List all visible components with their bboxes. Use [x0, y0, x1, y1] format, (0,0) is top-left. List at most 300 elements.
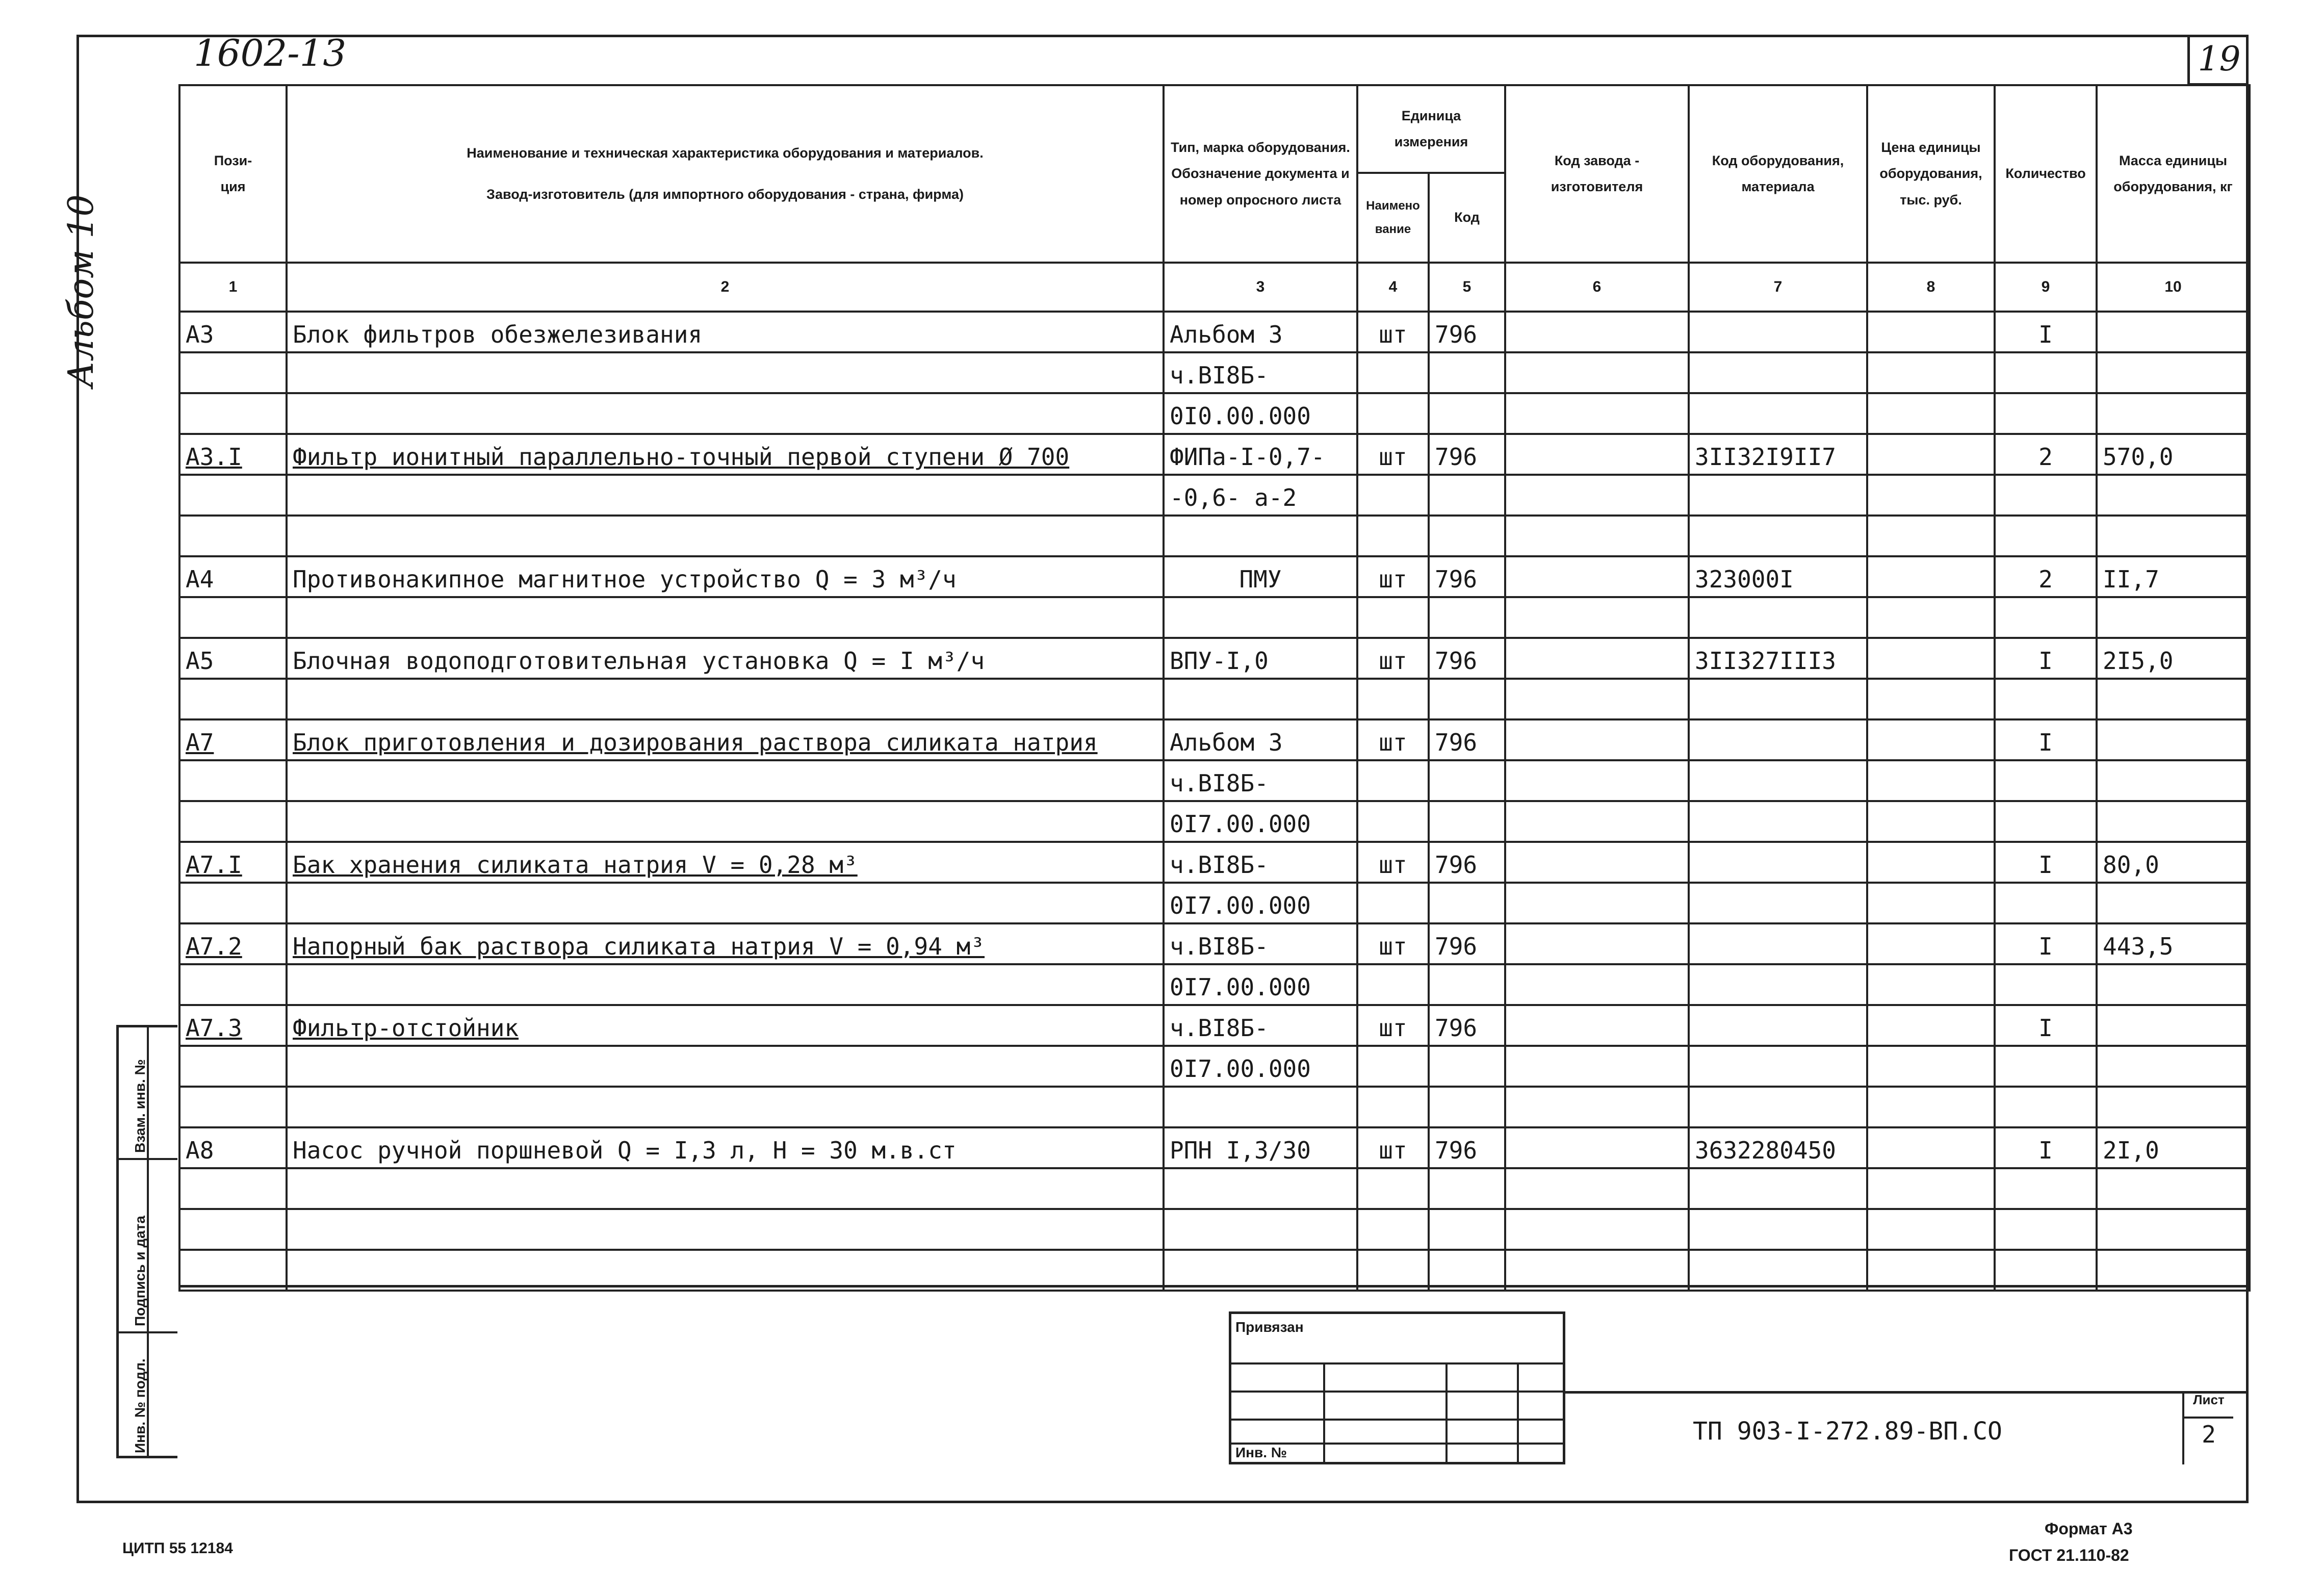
table-row [179, 760, 2250, 801]
cell-price [1867, 1127, 1995, 1168]
cell-mass: 80,0 [2097, 842, 2250, 883]
cell-quantity [1995, 516, 2097, 556]
cell-unit [1357, 679, 1429, 719]
table-row [179, 1209, 2250, 1250]
cell-mfr-code [1505, 312, 1689, 352]
cell-unit [1357, 964, 1429, 1005]
cell-price [1867, 1005, 1995, 1046]
cell-unit [1357, 1046, 1429, 1087]
cell-unit-code [1429, 964, 1505, 1005]
cell-unit [1357, 1250, 1429, 1291]
cell-quantity [1995, 1046, 2097, 1087]
cell-mass [2097, 312, 2250, 352]
cell-unit-code [1429, 1250, 1505, 1291]
cell-mfr-code [1505, 679, 1689, 719]
cell-unit-code: 796 [1429, 556, 1505, 597]
cell-position: А3.I [179, 434, 287, 475]
cell-name: Фильтр ионитный параллельно-точный первой ступени Ø 700 [287, 434, 1164, 475]
table-row [179, 964, 2250, 1005]
cell-name [287, 475, 1164, 516]
cell-quantity [1995, 475, 2097, 516]
cell-equipment-code [1689, 475, 1867, 516]
table-row [179, 801, 2250, 842]
cell-price [1867, 760, 1995, 801]
cell-price [1867, 679, 1995, 719]
cell-unit [1357, 597, 1429, 638]
cell-type: 0I7.00.000 [1164, 883, 1357, 923]
cell-mass [2097, 1250, 2250, 1291]
cell-unit: шт [1357, 1005, 1429, 1046]
cell-mass: 2I,0 [2097, 1127, 2250, 1168]
cell-name [287, 516, 1164, 556]
side-label-inv: Инв. № подл. [132, 1358, 148, 1453]
cell-type: ч.BI8Б- [1164, 1005, 1357, 1046]
cell-equipment-code: 323000I [1689, 556, 1867, 597]
cell-unit [1357, 516, 1429, 556]
privyazan-label: Привязан [1235, 1319, 1304, 1335]
cell-name [287, 760, 1164, 801]
cell-name: Блок фильтров обезжелезивания [287, 312, 1164, 352]
cell-unit [1357, 883, 1429, 923]
cell-mfr-code [1505, 1168, 1689, 1209]
cell-mass [2097, 1005, 2250, 1046]
cell-unit-code [1429, 393, 1505, 434]
cell-unit: шт [1357, 638, 1429, 679]
cell-price [1867, 1209, 1995, 1250]
header-name-line1: Наименование и техническая характеристика оборудования и материалов. [467, 145, 984, 161]
cell-mfr-code [1505, 760, 1689, 801]
cell-position [179, 964, 287, 1005]
cell-quantity [1995, 352, 2097, 393]
side-label-podpis: Подпись и дата [132, 1216, 148, 1326]
cell-name [287, 801, 1164, 842]
header-price: Цена единицы оборудования, тыс. руб. [1867, 85, 1995, 263]
cell-mfr-code [1505, 1005, 1689, 1046]
column-number: 2 [287, 263, 1164, 312]
cell-equipment-code [1689, 1209, 1867, 1250]
cell-type [1164, 597, 1357, 638]
cell-quantity: 2 [1995, 434, 2097, 475]
cell-price [1867, 1087, 1995, 1127]
sheet-number-box [2182, 1391, 2233, 1464]
cell-unit-code [1429, 1046, 1505, 1087]
cell-quantity [1995, 597, 2097, 638]
cell-equipment-code [1689, 760, 1867, 801]
cell-price [1867, 312, 1995, 352]
cell-position: А7 [179, 719, 287, 760]
column-number: 1 [179, 263, 287, 312]
side-cell-podpis [119, 1160, 177, 1333]
cell-type: ПМУ [1164, 556, 1357, 597]
cell-mass: 570,0 [2097, 434, 2250, 475]
column-number: 4 [1357, 263, 1429, 312]
cell-unit-code: 796 [1429, 434, 1505, 475]
cell-unit-code [1429, 352, 1505, 393]
cell-type: 0I7.00.000 [1164, 964, 1357, 1005]
cell-name [287, 1087, 1164, 1127]
cell-mfr-code [1505, 556, 1689, 597]
cell-quantity [1995, 1250, 2097, 1291]
cell-mfr-code [1505, 801, 1689, 842]
cell-position [179, 883, 287, 923]
cell-mfr-code [1505, 516, 1689, 556]
cell-mass [2097, 393, 2250, 434]
cell-type: ч.BI8Б- [1164, 352, 1357, 393]
cell-unit-code [1429, 883, 1505, 923]
cell-unit-code [1429, 597, 1505, 638]
cell-name: Блочная водоподготовительная установка Q = I м³/ч [287, 638, 1164, 679]
cell-price [1867, 883, 1995, 923]
cell-unit [1357, 801, 1429, 842]
cell-quantity [1995, 393, 2097, 434]
header-position: Пози- ция [179, 85, 287, 263]
header-name-line2: Завод-изготовитель (для импортного оборудования - страна, фирма) [486, 187, 964, 202]
cell-type: Альбом 3 [1164, 719, 1357, 760]
cell-quantity [1995, 1209, 2097, 1250]
cell-price [1867, 475, 1995, 516]
table-row [179, 679, 2250, 719]
cell-position [179, 1250, 287, 1291]
cell-unit [1357, 1168, 1429, 1209]
cell-mfr-code [1505, 475, 1689, 516]
table-row [179, 516, 2250, 556]
side-label-vzam: Взам. инв. № [132, 1059, 148, 1153]
cell-equipment-code [1689, 964, 1867, 1005]
cell-unit-code: 796 [1429, 923, 1505, 964]
cell-mass: 2I5,0 [2097, 638, 2250, 679]
cell-quantity [1995, 1087, 2097, 1127]
cell-equipment-code [1689, 679, 1867, 719]
document-code: ТП 903-I-272.89-ВП.СО [1693, 1417, 2002, 1446]
cell-type [1164, 1209, 1357, 1250]
cell-type [1164, 516, 1357, 556]
header-equipment-code: Код оборудования, материала [1689, 85, 1867, 263]
document-code-box [1565, 1391, 2249, 1464]
cell-equipment-code: 3II327III3 [1689, 638, 1867, 679]
cell-unit-code [1429, 475, 1505, 516]
footer-gost: ГОСТ 21.110-82 [2009, 1546, 2129, 1564]
cell-type: 0I0.00.000 [1164, 393, 1357, 434]
column-number: 10 [2097, 263, 2250, 312]
cell-unit-code [1429, 516, 1505, 556]
column-number: 5 [1429, 263, 1505, 312]
cell-equipment-code [1689, 312, 1867, 352]
cell-unit-code [1429, 1209, 1505, 1250]
cell-unit [1357, 475, 1429, 516]
column-number: 9 [1995, 263, 2097, 312]
sheet-number: 2 [2202, 1421, 2216, 1448]
handwritten-sheet-number: 19 [2187, 35, 2249, 86]
cell-position [179, 393, 287, 434]
cell-price [1867, 638, 1995, 679]
cell-type [1164, 679, 1357, 719]
handwritten-album: Альбом 10 [61, 194, 101, 388]
cell-equipment-code: 3II32I9II7 [1689, 434, 1867, 475]
table-row [179, 475, 2250, 516]
cell-name: Противонакипное магнитное устройство Q = 3 м³/ч [287, 556, 1164, 597]
cell-name [287, 393, 1164, 434]
column-number: 8 [1867, 263, 1995, 312]
specification-table [178, 84, 2251, 1292]
table-bottom-line [178, 1285, 2249, 1288]
table-row [179, 556, 2250, 597]
cell-mfr-code [1505, 964, 1689, 1005]
cell-mass [2097, 719, 2250, 760]
cell-name: Фильтр-отстойник [287, 1005, 1164, 1046]
table-row [179, 1005, 2250, 1046]
cell-mfr-code [1505, 1209, 1689, 1250]
cell-position [179, 679, 287, 719]
side-cell-vzam [119, 1027, 177, 1160]
cell-name: Бак хранения силиката натрия V = 0,28 м³ [287, 842, 1164, 883]
cell-mass [2097, 475, 2250, 516]
cell-position [179, 352, 287, 393]
cell-quantity: I [1995, 638, 2097, 679]
header-type: Тип, марка оборудования. Обозначение документа и номер опросного листа [1164, 85, 1357, 263]
cell-mfr-code [1505, 434, 1689, 475]
cell-equipment-code [1689, 801, 1867, 842]
cell-quantity: I [1995, 312, 2097, 352]
cell-type [1164, 1168, 1357, 1209]
cell-price [1867, 1250, 1995, 1291]
cell-position [179, 801, 287, 842]
cell-unit-code [1429, 760, 1505, 801]
cell-price [1867, 1046, 1995, 1087]
header-name [287, 85, 1164, 263]
cell-position: А7.I [179, 842, 287, 883]
cell-mass [2097, 964, 2250, 1005]
sheet-label: Лист [2184, 1392, 2233, 1419]
cell-mass [2097, 597, 2250, 638]
side-cell-inv [119, 1333, 177, 1458]
title-block-approval [1229, 1311, 1565, 1464]
column-number: 3 [1164, 263, 1357, 312]
cell-equipment-code [1689, 597, 1867, 638]
cell-equipment-code [1689, 393, 1867, 434]
footer-format: Формат А3 [2045, 1520, 2133, 1538]
cell-name [287, 1168, 1164, 1209]
cell-type: 0I7.00.000 [1164, 801, 1357, 842]
cell-position [179, 597, 287, 638]
cell-name: Напорный бак раствора силиката натрия V = 0,94 м³ [287, 923, 1164, 964]
cell-mass [2097, 1209, 2250, 1250]
cell-mfr-code [1505, 597, 1689, 638]
cell-equipment-code: 3632280450 [1689, 1127, 1867, 1168]
cell-unit [1357, 760, 1429, 801]
cell-type: ВПУ-I,0 [1164, 638, 1357, 679]
header-unit: Единица измерения [1357, 85, 1505, 173]
cell-unit: шт [1357, 923, 1429, 964]
cell-position [179, 1046, 287, 1087]
cell-unit-code: 796 [1429, 638, 1505, 679]
cell-price [1867, 352, 1995, 393]
cell-mass: II,7 [2097, 556, 2250, 597]
cell-position [179, 1209, 287, 1250]
table-row [179, 719, 2250, 760]
table-row [179, 638, 2250, 679]
cell-quantity: I [1995, 923, 2097, 964]
cell-mass [2097, 801, 2250, 842]
cell-position: А7.3 [179, 1005, 287, 1046]
cell-equipment-code [1689, 923, 1867, 964]
table-row [179, 1250, 2250, 1291]
cell-type: Альбом 3 [1164, 312, 1357, 352]
cell-type: ч.BI8Б- [1164, 842, 1357, 883]
cell-position: А3 [179, 312, 287, 352]
table-row [179, 312, 2250, 352]
cell-quantity [1995, 679, 2097, 719]
cell-unit: шт [1357, 842, 1429, 883]
cell-equipment-code [1689, 883, 1867, 923]
cell-position [179, 516, 287, 556]
cell-price [1867, 1168, 1995, 1209]
cell-quantity: I [1995, 842, 2097, 883]
cell-position: А7.2 [179, 923, 287, 964]
cell-equipment-code [1689, 352, 1867, 393]
cell-position: А5 [179, 638, 287, 679]
cell-unit-code [1429, 1087, 1505, 1127]
cell-type [1164, 1087, 1357, 1127]
cell-price [1867, 516, 1995, 556]
cell-mfr-code [1505, 842, 1689, 883]
cell-quantity: I [1995, 1005, 2097, 1046]
handwritten-number: 1602-13 [194, 32, 347, 74]
table-row [179, 434, 2250, 475]
cell-equipment-code [1689, 1046, 1867, 1087]
cell-type [1164, 1250, 1357, 1291]
table-row [179, 393, 2250, 434]
cell-name [287, 1046, 1164, 1087]
cell-name: Блок приготовления и дозирования раствора силиката натрия [287, 719, 1164, 760]
cell-mfr-code [1505, 1046, 1689, 1087]
table-row [179, 1087, 2250, 1127]
cell-position [179, 1168, 287, 1209]
cell-quantity [1995, 760, 2097, 801]
table-row [179, 1127, 2250, 1168]
side-stamp [116, 1025, 177, 1458]
cell-price [1867, 842, 1995, 883]
cell-quantity: I [1995, 719, 2097, 760]
cell-unit [1357, 1209, 1429, 1250]
cell-name [287, 679, 1164, 719]
cell-unit [1357, 352, 1429, 393]
cell-mfr-code [1505, 638, 1689, 679]
cell-position [179, 475, 287, 516]
cell-unit-code [1429, 1168, 1505, 1209]
cell-type: -0,6- а-2 [1164, 475, 1357, 516]
cell-quantity: I [1995, 1127, 2097, 1168]
cell-name [287, 1209, 1164, 1250]
cell-unit [1357, 393, 1429, 434]
cell-mass [2097, 516, 2250, 556]
cell-unit: шт [1357, 719, 1429, 760]
header-mass: Масса единицы оборудования, кг [2097, 85, 2250, 263]
cell-mfr-code [1505, 923, 1689, 964]
cell-mass [2097, 1046, 2250, 1087]
cell-mfr-code [1505, 883, 1689, 923]
cell-mfr-code [1505, 393, 1689, 434]
cell-type: ч.BI8Б- [1164, 923, 1357, 964]
cell-unit-code [1429, 679, 1505, 719]
table-row [179, 597, 2250, 638]
column-number: 7 [1689, 263, 1867, 312]
header-unit-name: Наименование [1357, 173, 1429, 263]
cell-mfr-code [1505, 352, 1689, 393]
inv-label: Инв. № [1235, 1445, 1287, 1460]
cell-unit: шт [1357, 434, 1429, 475]
cell-type: 0I7.00.000 [1164, 1046, 1357, 1087]
table-body [179, 312, 2250, 1291]
cell-position: А4 [179, 556, 287, 597]
cell-equipment-code [1689, 1005, 1867, 1046]
cell-quantity [1995, 883, 2097, 923]
cell-mfr-code [1505, 1127, 1689, 1168]
cell-type: ч.BI8Б- [1164, 760, 1357, 801]
header-unit-code: Код [1429, 173, 1505, 263]
table-row [179, 1046, 2250, 1087]
cell-unit-code: 796 [1429, 1127, 1505, 1168]
cell-price [1867, 923, 1995, 964]
cell-mass [2097, 679, 2250, 719]
cell-type: ФИПа-I-0,7- [1164, 434, 1357, 475]
cell-unit: шт [1357, 312, 1429, 352]
cell-equipment-code [1689, 1087, 1867, 1127]
cell-quantity: 2 [1995, 556, 2097, 597]
cell-quantity [1995, 801, 2097, 842]
cell-price [1867, 597, 1995, 638]
cell-equipment-code [1689, 1168, 1867, 1209]
cell-price [1867, 556, 1995, 597]
cell-price [1867, 801, 1995, 842]
cell-unit-code: 796 [1429, 719, 1505, 760]
cell-name: Насос ручной поршневой Q = I,3 л, Н = 30 м.в.ст [287, 1127, 1164, 1168]
cell-mass [2097, 1168, 2250, 1209]
cell-name [287, 1250, 1164, 1291]
cell-price [1867, 393, 1995, 434]
cell-mass [2097, 760, 2250, 801]
table-row [179, 1168, 2250, 1209]
cell-mass [2097, 352, 2250, 393]
column-number: 6 [1505, 263, 1689, 312]
table-row [179, 883, 2250, 923]
cell-position [179, 760, 287, 801]
cell-mass [2097, 883, 2250, 923]
cell-unit: шт [1357, 1127, 1429, 1168]
cell-equipment-code [1689, 1250, 1867, 1291]
header-quantity: Количество [1995, 85, 2097, 263]
cell-unit-code [1429, 801, 1505, 842]
cell-position [179, 1087, 287, 1127]
table-row [179, 842, 2250, 883]
footer-code: ЦИТП 55 12184 [122, 1540, 233, 1557]
cell-mass [2097, 1087, 2250, 1127]
cell-price [1867, 434, 1995, 475]
cell-unit-code: 796 [1429, 842, 1505, 883]
cell-equipment-code [1689, 719, 1867, 760]
header-mfr-code: Код завода - изготовителя [1505, 85, 1689, 263]
cell-position: А8 [179, 1127, 287, 1168]
cell-name [287, 964, 1164, 1005]
cell-name [287, 597, 1164, 638]
cell-unit: шт [1357, 556, 1429, 597]
cell-quantity [1995, 964, 2097, 1005]
table-row [179, 923, 2250, 964]
cell-price [1867, 719, 1995, 760]
cell-unit-code: 796 [1429, 312, 1505, 352]
cell-unit-code: 796 [1429, 1005, 1505, 1046]
cell-type: РПН I,3/30 [1164, 1127, 1357, 1168]
cell-name [287, 883, 1164, 923]
